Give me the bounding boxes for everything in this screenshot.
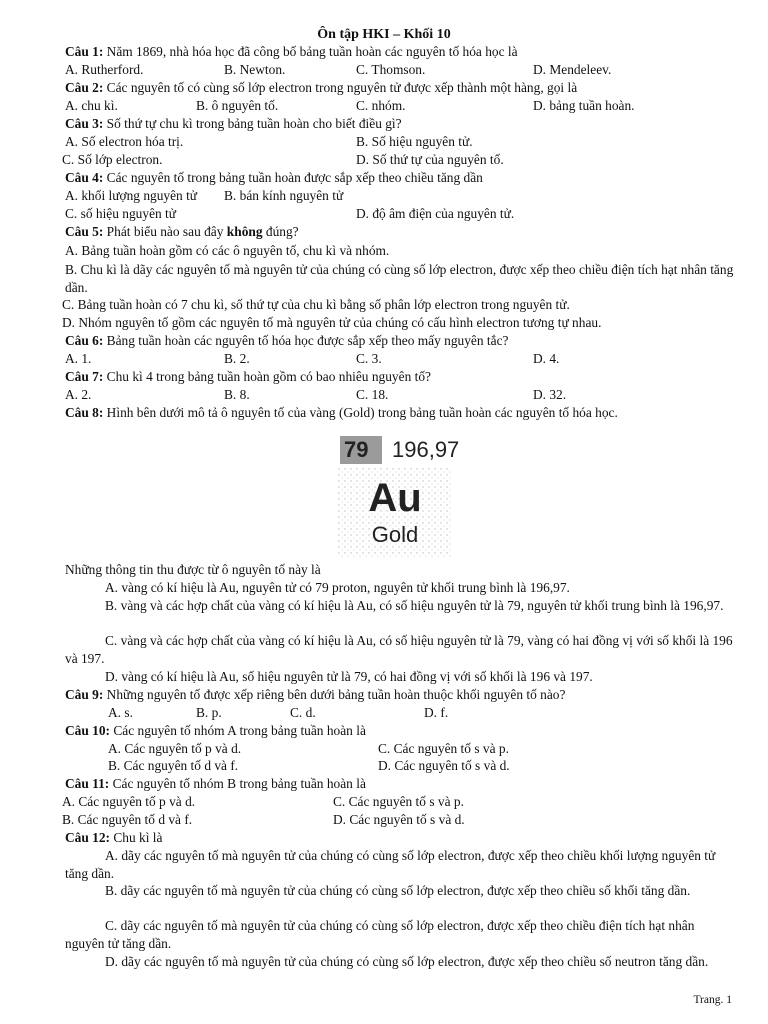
question-5 — [65, 223, 299, 241]
gold-element-tile — [334, 430, 460, 558]
option-b: B. Các nguyên tố d và f. — [108, 758, 239, 773]
question-8-stem: Những thông tin thu được từ ô nguyên tố này là — [65, 562, 321, 577]
question-text: Những nguyên tố được xếp riêng bên dưới bảng tuần hoàn thuộc khối nguyên tố nào? — [103, 687, 566, 702]
atomic-number: 79 — [344, 437, 369, 462]
question-label: Câu 1: — [65, 44, 104, 59]
option-d: D. Các nguyên tố s và d. — [333, 812, 465, 827]
option-a: A. s. — [108, 705, 133, 720]
option-d: D. f. — [424, 705, 449, 720]
option-b: B. Số hiệu nguyên tử. — [356, 134, 473, 149]
option-c: C. Thomson. — [356, 62, 426, 77]
option-c: C. Bảng tuần hoàn có 7 chu kì, số thứ tự của chu kì bằng số phân lớp electron trong nguyên tử. — [62, 297, 570, 312]
option-a: A. chu kì. — [65, 98, 118, 113]
option-d: D. 4. — [533, 351, 560, 366]
option-c: C. Các nguyên tố s và p. — [333, 794, 464, 809]
option-a: A. Rutherford. — [65, 62, 144, 77]
question-7 — [65, 368, 431, 386]
question-text: Phát biểu nào sau đây — [103, 224, 227, 239]
option-c: C. 18. — [356, 387, 389, 402]
option-a: A. Các nguyên tố p và d. — [62, 794, 196, 809]
option-a: A. dãy các nguyên tố mà nguyên tử của chúng có cùng số lớp electron, được xếp theo chiều khối lượng nguyên tử tăng dần. — [65, 848, 716, 881]
option-b: B. 2. — [224, 351, 250, 366]
option-d: D. dãy các nguyên tố mà nguyên tử của chúng có cùng số lớp electron, được xếp theo chiều số neutron tăng dần. — [105, 954, 709, 969]
question-label: Câu 7: — [65, 369, 104, 384]
question-12 — [65, 829, 162, 847]
question-text: Các nguyên tố nhóm A trong bảng tuần hoàn là — [110, 723, 366, 738]
option-a: A. vàng có kí hiệu là Au, nguyên tử có 79 proton, nguyên tử khối trung bình là 196,97. — [105, 580, 570, 595]
question-label: Câu 4: — [65, 170, 104, 185]
option-b: B. ô nguyên tố. — [196, 98, 279, 113]
question-emphasis: không — [226, 224, 263, 239]
option-c: C. nhóm. — [356, 98, 406, 113]
question-text: Các nguyên tố nhóm B trong bảng tuần hoàn là — [109, 776, 366, 791]
option-d: D. Mendeleev. — [533, 62, 612, 77]
option-b: B. dãy các nguyên tố mà nguyên tử của chúng có cùng số lớp electron, được xếp theo chiều số khối tăng dần. — [105, 883, 691, 898]
question-label: Câu 9: — [65, 687, 104, 702]
question-4 — [65, 169, 483, 187]
option-a: A. 2. — [65, 387, 92, 402]
option-c: C. Số lớp electron. — [62, 152, 163, 167]
option-a: A. Bảng tuần hoàn gồm có các ô nguyên tố, chu kì và nhóm. — [65, 243, 390, 258]
element-symbol: Au — [368, 476, 422, 520]
option-b: B. vàng và các hợp chất của vàng có kí hiệu là Au, có số hiệu nguyên tử là 79, nguyên tử khối trung bình là 196,97. — [105, 598, 724, 613]
question-text: Hình bên dưới mô tả ô nguyên tố của vàng (Gold) trong bảng tuần hoàn các nguyên tố hóa học. — [103, 405, 618, 420]
question-2 — [65, 79, 577, 97]
option-b: B. Newton. — [224, 62, 286, 77]
option-b: B. p. — [196, 705, 222, 720]
option-d: D. Nhóm nguyên tố gồm các nguyên tố mà nguyên tử của chúng có cấu hình electron tương tự nhau. — [62, 315, 602, 330]
question-label: Câu 6: — [65, 333, 104, 348]
question-label: Câu 5: — [65, 224, 104, 239]
option-b: B. Chu kì là dãy các nguyên tố mà nguyên tử của chúng có cùng số lớp electron, được xếp theo chiều điện tích hạt nhân tăng dần. — [65, 262, 734, 295]
question-label: Câu 3: — [65, 116, 104, 131]
question-3 — [65, 115, 402, 133]
option-d: D. Các nguyên tố s và d. — [378, 758, 510, 773]
option-c: C. Các nguyên tố s và p. — [378, 741, 509, 756]
question-1 — [65, 43, 518, 61]
option-c: C. dãy các nguyên tố mà nguyên tử của chúng có cùng số lớp electron, được xếp theo chiều điện tích hạt nhân nguyên tử tăng dần. — [65, 918, 695, 951]
page-number: Trang. 1 — [693, 994, 732, 1006]
question-text: Các nguyên tố trong bảng tuần hoàn được sắp xếp theo chiều tăng dần — [103, 170, 483, 185]
question-6 — [65, 332, 508, 350]
question-text: Các nguyên tố có cùng số lớp electron trong nguyên tử được xếp thành một hàng, gọi là — [103, 80, 578, 95]
question-label: Câu 12: — [65, 830, 111, 845]
option-c: C. số hiệu nguyên tử — [65, 206, 177, 221]
question-11 — [65, 775, 366, 793]
option-c: C. vàng và các hợp chất của vàng có kí hiệu là Au, có số hiệu nguyên tử là 79, vàng có hai đồng vị với số khối là 196 và 197. — [65, 633, 733, 666]
option-c: C. d. — [290, 705, 316, 720]
question-9 — [65, 686, 565, 704]
question-text-end: đúng? — [262, 224, 299, 239]
option-b: B. Các nguyên tố d và f. — [62, 812, 193, 827]
question-label: Câu 2: — [65, 80, 104, 95]
option-d: D. 32. — [533, 387, 567, 402]
element-name: Gold — [371, 522, 419, 547]
option-d: D. độ âm điện của nguyên tử. — [356, 206, 515, 221]
question-text: Chu kì là — [110, 830, 163, 845]
option-a: A. khối lượng nguyên tử — [65, 188, 198, 203]
option-a: A. Các nguyên tố p và d. — [108, 741, 242, 756]
question-label: Câu 10: — [65, 723, 111, 738]
question-label: Câu 11: — [65, 776, 110, 791]
option-a: A. Số electron hóa trị. — [65, 134, 184, 149]
question-text: Số thứ tự chu kì trong bảng tuần hoàn cho biết điều gì? — [103, 116, 402, 131]
question-8 — [65, 404, 618, 422]
question-10 — [65, 722, 366, 740]
option-a: A. 1. — [65, 351, 92, 366]
option-d: D. bảng tuần hoàn. — [533, 98, 635, 113]
option-b: B. 8. — [224, 387, 250, 402]
option-b: B. bán kính nguyên tử — [224, 188, 344, 203]
atomic-mass: 196,97 — [392, 437, 460, 462]
question-text: Bảng tuần hoàn các nguyên tố hóa học được sắp xếp theo mấy nguyên tắc? — [103, 333, 509, 348]
option-d: D. Số thứ tự của nguyên tố. — [356, 152, 504, 167]
option-c: C. 3. — [356, 351, 382, 366]
question-label: Câu 8: — [65, 405, 104, 420]
question-text: Năm 1869, nhà hóa học đã công bố bảng tuần hoàn các nguyên tố hóa học là — [103, 44, 518, 59]
question-text: Chu kì 4 trong bảng tuần hoàn gồm có bao nhiêu nguyên tố? — [103, 369, 431, 384]
option-d: D. vàng có kí hiệu là Au, số hiệu nguyên tử là 79, có hai đồng vị với số khối là 196 và 197. — [105, 669, 593, 684]
page-title: Ôn tập HKI – Khối 10 — [317, 27, 451, 42]
